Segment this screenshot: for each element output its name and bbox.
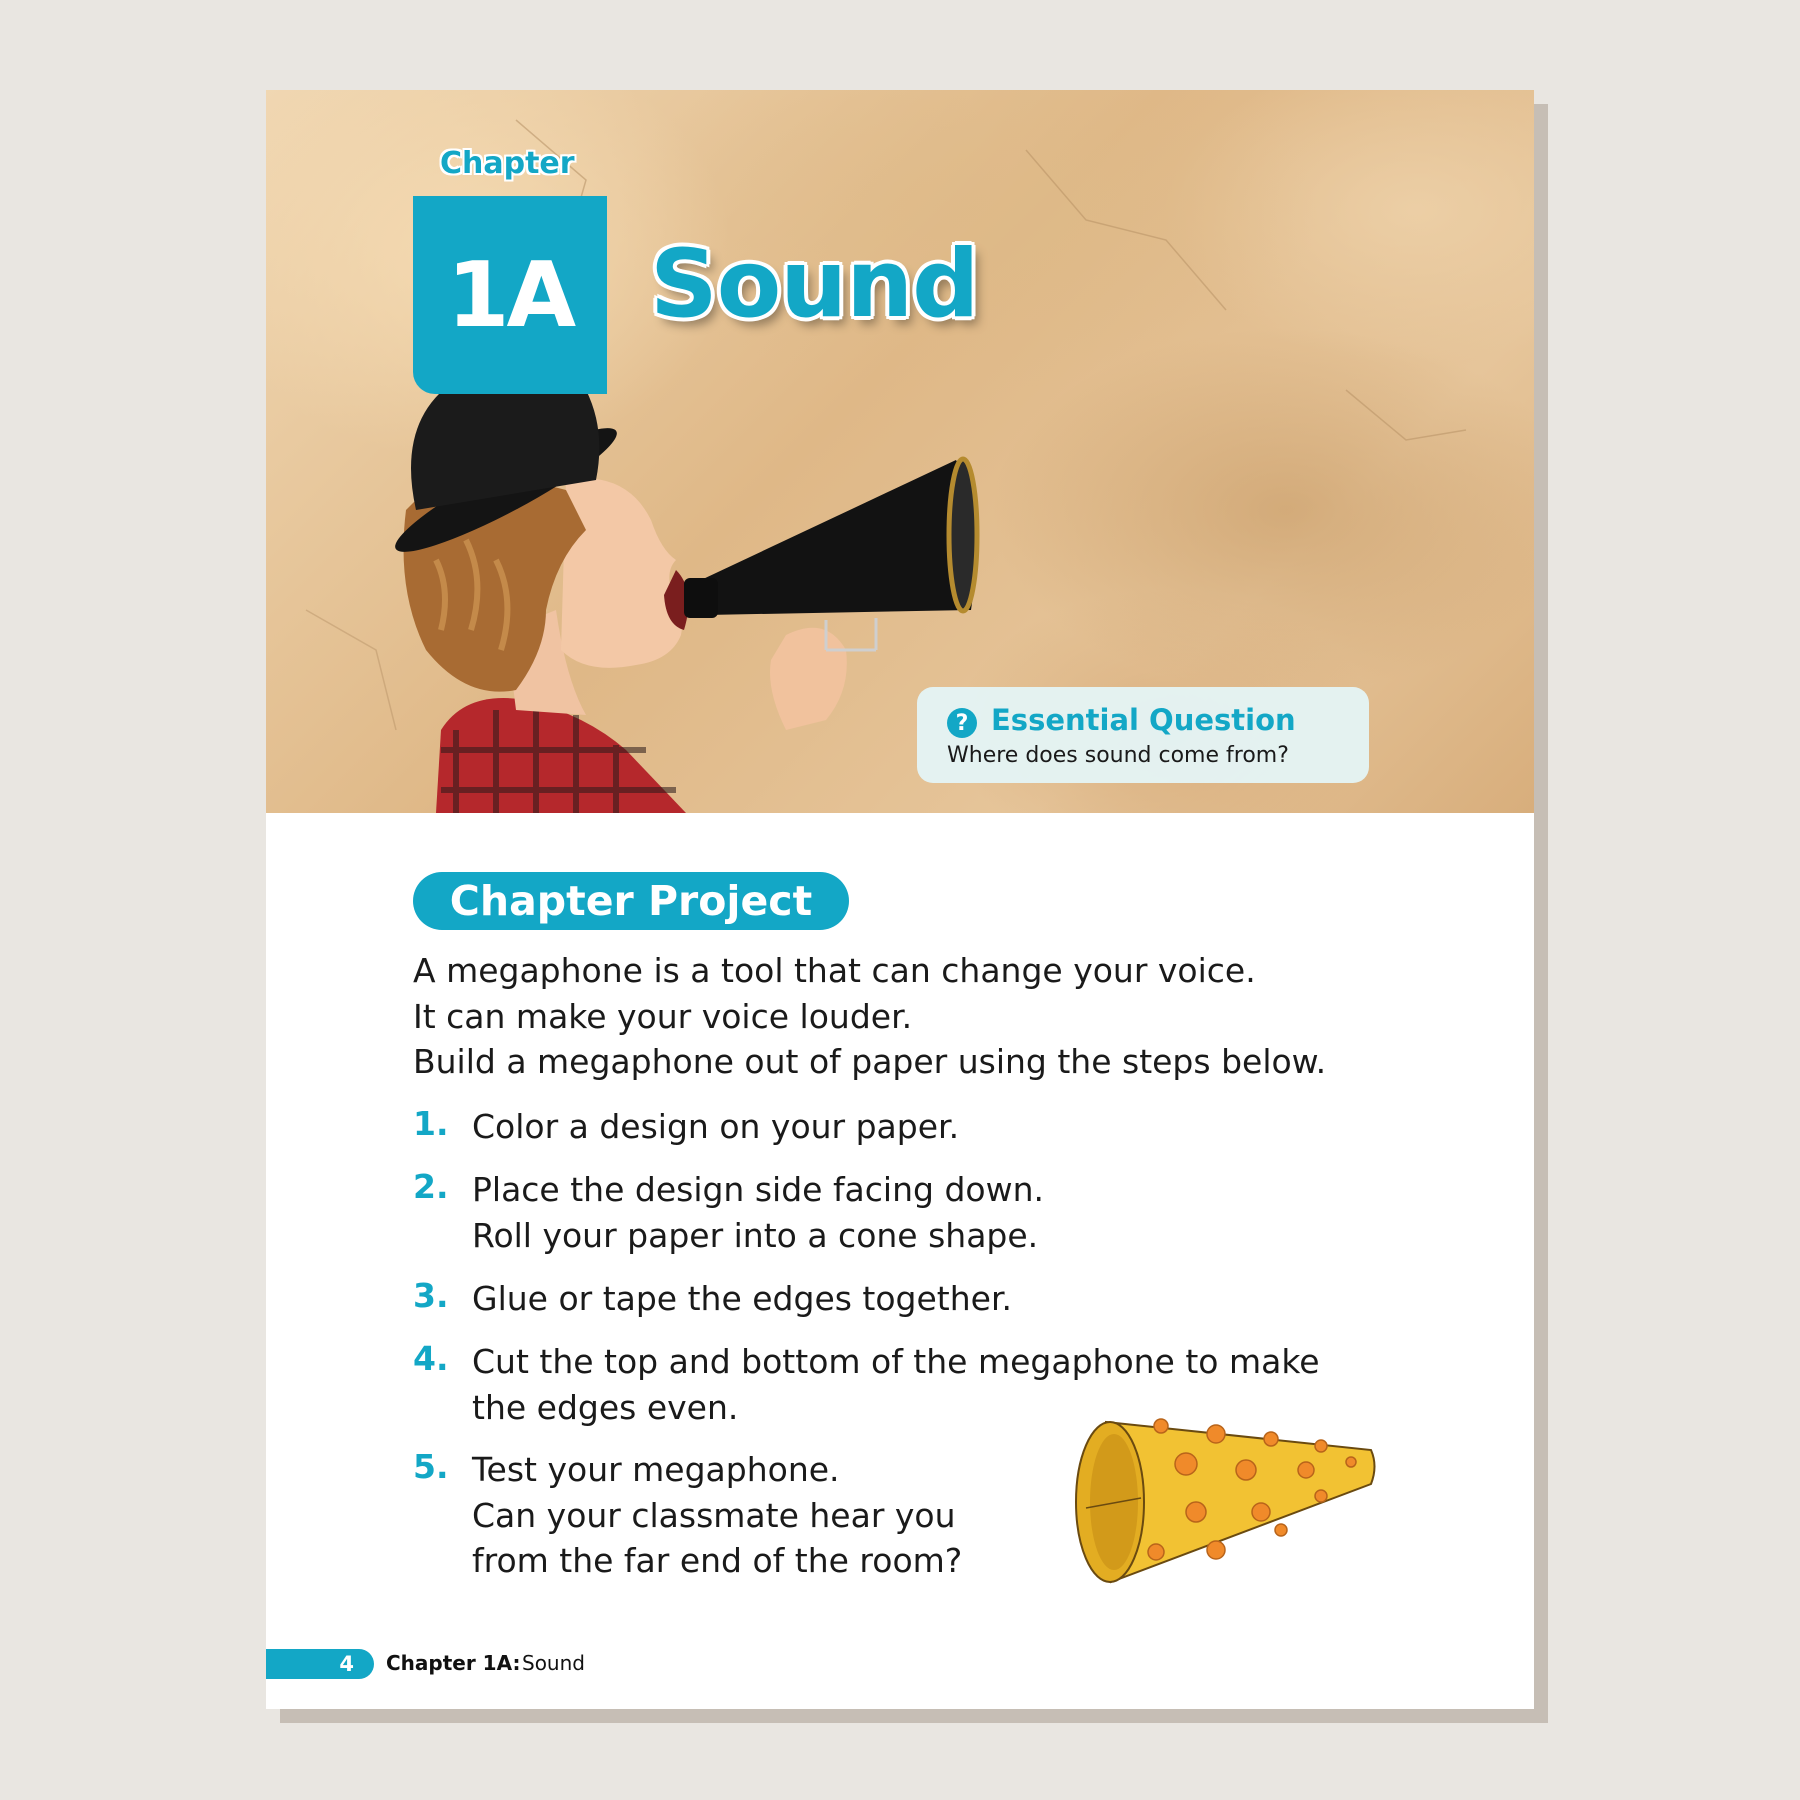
footer-title: Sound <box>522 1651 585 1675</box>
step-number: 3. <box>413 1276 449 1315</box>
paper-megaphone-illustration <box>1066 1412 1376 1592</box>
page-number: 4 <box>339 1652 354 1676</box>
chapter-number-box <box>413 196 607 394</box>
essential-question-box <box>917 687 1369 783</box>
hero-photo <box>266 90 1534 813</box>
intro-line: It can make your voice louder. <box>413 996 913 1036</box>
step-line: Place the design side facing down. <box>472 1170 1044 1209</box>
chapter-project-heading <box>413 872 849 930</box>
project-intro <box>413 948 1473 1085</box>
chapter-label: Chapter <box>440 146 575 181</box>
essential-question-title: Essential Question <box>991 703 1296 737</box>
step-number: 5. <box>413 1447 449 1486</box>
step-line: Can your classmate hear you <box>472 1495 956 1535</box>
step-line: from the far end of the room? <box>472 1541 963 1580</box>
step-number: 1. <box>413 1104 449 1143</box>
chapter-title: Sound <box>650 230 979 339</box>
question-icon: ? <box>947 708 977 738</box>
intro-line: Build a megaphone out of paper using the steps below. <box>413 1042 1327 1081</box>
step-number: 2. <box>413 1167 449 1206</box>
step-line: Cut the top and bottom of the megaphone to make <box>472 1342 1320 1381</box>
step-line: Glue or tape the edges together. <box>472 1279 1012 1318</box>
chapter-number: 1A <box>446 242 574 348</box>
intro-line: A megaphone is a tool that can change your voice. <box>413 951 1256 990</box>
step-number: 4. <box>413 1339 449 1378</box>
step-text <box>472 1276 1472 1322</box>
step-line: the edges even. <box>472 1387 739 1427</box>
step-text <box>472 1104 1472 1150</box>
footer-chapter: Chapter 1A: <box>386 1651 521 1675</box>
essential-question-text: Where does sound come from? <box>947 743 1289 768</box>
step-line: Color a design on your paper. <box>472 1107 960 1146</box>
footer-page-tab <box>266 1649 374 1679</box>
step-text <box>472 1167 1472 1258</box>
step-line: Roll your paper into a cone shape. <box>472 1215 1039 1255</box>
chapter-project-title: Chapter Project <box>449 877 813 925</box>
step-line: Test your megaphone. <box>472 1450 840 1489</box>
textbook-page <box>266 90 1534 1709</box>
